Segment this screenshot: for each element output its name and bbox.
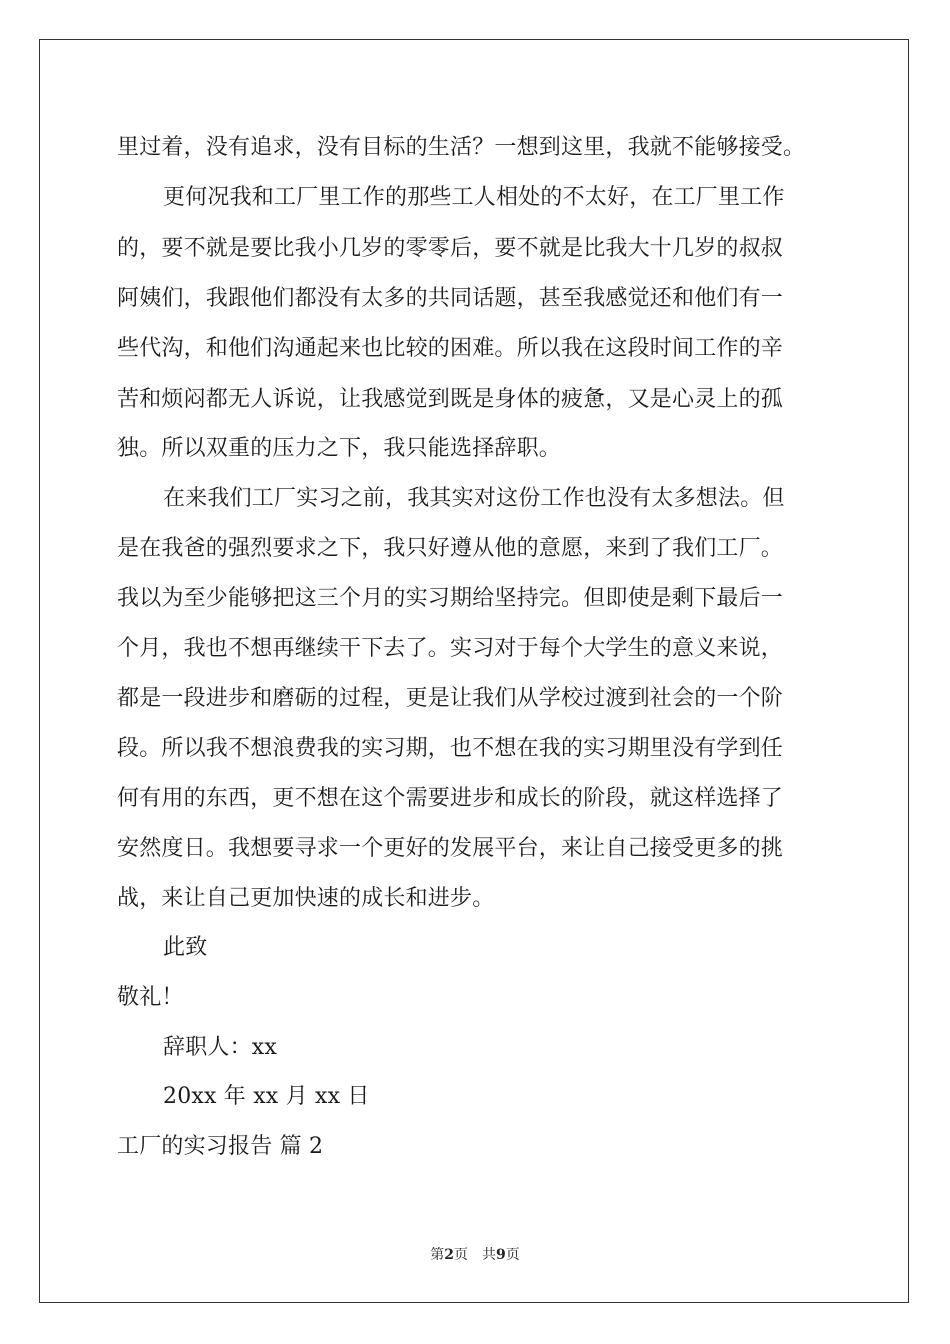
body-line: 段。所以我不想浪费我的实习期，也不想在我的实习期里没有学到任 xyxy=(117,736,784,761)
body-line: 阿姨们，我跟他们都没有太多的共同话题，甚至我感觉还和他们有一 xyxy=(117,286,784,311)
date-line: 20xx 年 xx 月 xx 日 xyxy=(163,1084,370,1109)
body-line: 的，要不就是要比我小几岁的零零后，要不就是比我大十几岁的叔叔 xyxy=(117,236,784,261)
body-line: 苦和烦闷都无人诉说，让我感觉到既是身体的疲惫，又是心灵上的孤 xyxy=(117,387,784,412)
footer-prefix: 第 xyxy=(430,1247,445,1263)
closing-regards: 敬礼！ xyxy=(117,985,184,1010)
body-line: 个月，我也不想再继续干下去了。实习对于每个大学生的意义来说， xyxy=(117,636,784,661)
body-line: 安然度日。我想要寻求一个更好的发展平台，来让自己接受更多的挑 xyxy=(117,836,784,861)
body-line: 是在我爸的强烈要求之下，我只好遵从他的意愿，来到了我们工厂。 xyxy=(117,536,784,561)
page-border xyxy=(39,39,909,1303)
body-line: 独。所以双重的压力之下，我只能选择辞职。 xyxy=(117,436,562,461)
section-heading: 工厂的实习报告 篇 2 xyxy=(117,1134,324,1159)
body-line: 我以为至少能够把这三个月的实习期给坚持完。但即使是剩下最后一 xyxy=(117,586,784,611)
body-line: 何有用的东西，更不想在这个需要进步和成长的阶段，就这样选择了 xyxy=(117,786,784,811)
total-page-count: 9 xyxy=(496,1247,506,1263)
body-line: 里过着，没有追求，没有目标的生活？一想到这里，我就不能够接受。 xyxy=(117,135,806,160)
footer-suffix: 页 xyxy=(505,1247,520,1263)
current-page-number: 2 xyxy=(444,1247,454,1263)
paragraph-start-line: 在来我们工厂实习之前，我其实对这份工作也没有太多想法。但 xyxy=(163,486,785,511)
body-line: 些代沟，和他们沟通起来也比较的困难。所以我在这段时间工作的辛 xyxy=(117,336,784,361)
signature-line: 辞职人：xx xyxy=(163,1035,278,1060)
closing-salutation: 此致 xyxy=(163,935,208,960)
body-line: 都是一段进步和磨砺的过程，更是让我们从学校过渡到社会的一个阶 xyxy=(117,686,784,711)
page-footer xyxy=(0,1246,950,1264)
footer-middle: 页 共 xyxy=(454,1247,496,1263)
body-line: 战，来让自己更加快速的成长和进步。 xyxy=(117,886,495,911)
paragraph-start-line: 更何况我和工厂里工作的那些工人相处的不太好，在工厂里工作 xyxy=(163,185,785,210)
